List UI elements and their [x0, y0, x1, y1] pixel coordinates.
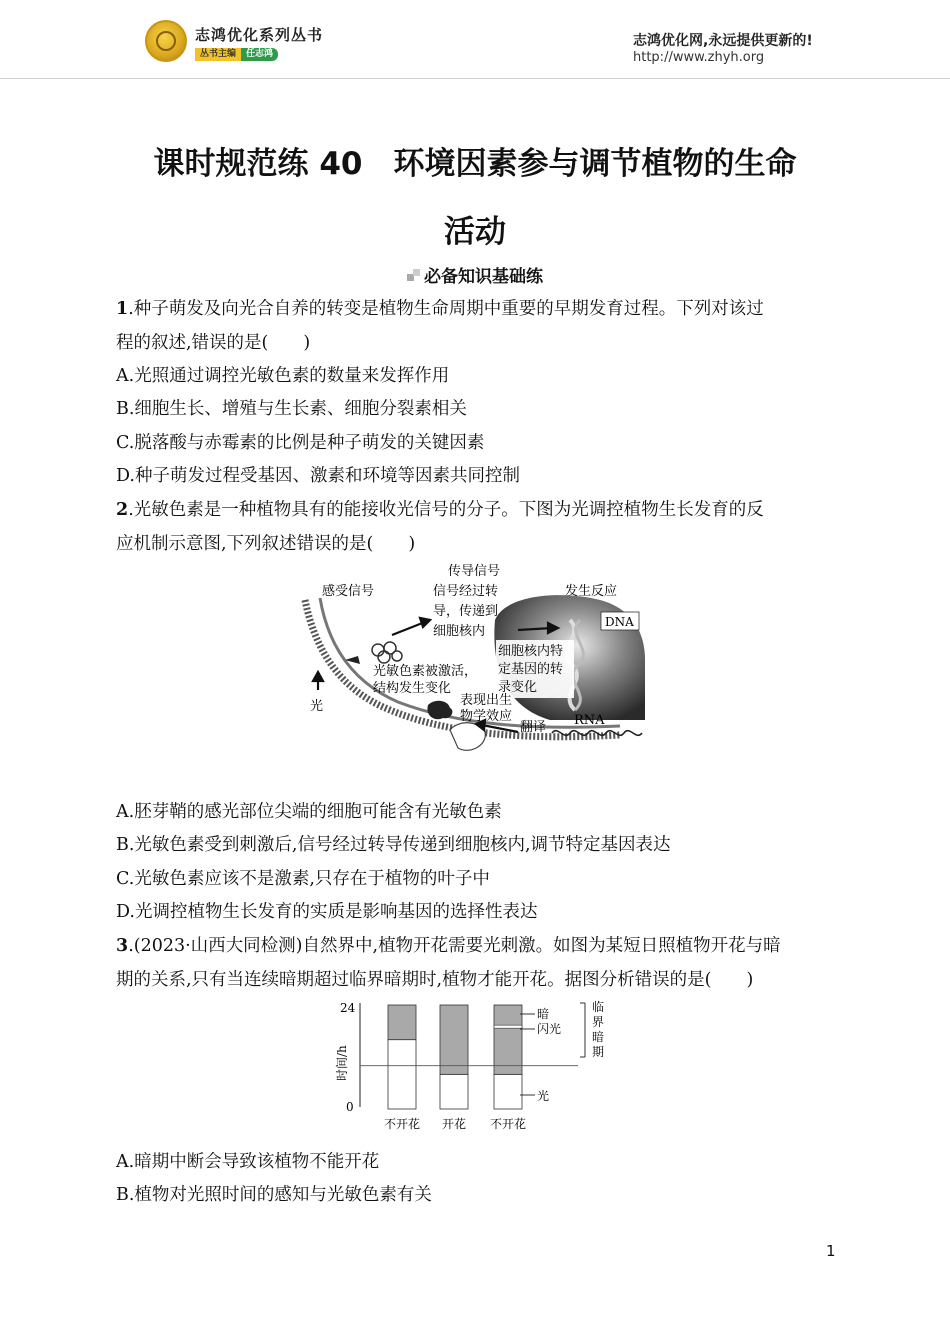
q1-stem-line2: 程的叙述,错误的是( ) [116, 333, 311, 353]
publisher-logo [145, 20, 187, 62]
x-label-2: 不开花 [489, 1117, 527, 1131]
q3-number: 3 [116, 936, 129, 956]
q2-option-a: A.胚芽鞘的感光部位尖端的细胞可能含有光敏色素 [116, 802, 502, 822]
q3-option-b: B.植物对光照时间的感知与光敏色素有关 [116, 1185, 432, 1205]
q2-stem-line1: .光敏色素是一种植物具有的能接收光信号的分子。下图为光调控植物生长发育的反 [128, 500, 764, 520]
y-tick-0: 0 [346, 1100, 354, 1114]
q2-option-c: C.光敏色素应该不是激素,只存在于植物的叶子中 [116, 869, 490, 889]
label-transduce-1: 传导信号 [448, 564, 501, 579]
q2-stem [116, 499, 764, 521]
slogan: 志鸿优化网,永远提供更新的! [633, 33, 813, 49]
label-respond: 发生反应 [565, 584, 618, 599]
q3-option-a: A.暗期中断会导致该植物不能开花 [116, 1152, 380, 1172]
photoperiod-chart [330, 995, 630, 1137]
label-transduce-2: 信号经过转 [433, 584, 499, 599]
signal-pathway-diagram [300, 560, 650, 770]
x-label-0: 不开花 [383, 1117, 421, 1131]
section-label: 必备知识基础练 [424, 267, 543, 287]
critical-dark-1: 临 [592, 1000, 605, 1014]
legend-flash: 闪光 [537, 1022, 562, 1036]
legend-dark: 暗 [537, 1007, 550, 1021]
q3-stem-line1: .(2023·山西大同检测)自然界中,植物开花需要光刺激。如图为某短日照植物开花与暗 [128, 936, 781, 956]
bar-light-2 [494, 1074, 522, 1109]
critical-dark-4: 期 [592, 1045, 605, 1059]
q3-stem-line2: 期的关系,只有当连续暗期超过临界暗期时,植物才能开花。据图分析错误的是( ) [116, 970, 754, 990]
label-translate: 翻译 [520, 720, 547, 735]
label-effect-1: 表现出生 [460, 693, 513, 708]
editor-label: 丛书主编 [195, 48, 241, 61]
label-rna: RNA [574, 713, 605, 728]
q1-option-d: D.种子萌发过程受基因、激素和环境等因素共同控制 [116, 466, 520, 486]
phytochrome-icon [372, 642, 402, 663]
label-transduce-4: 细胞核内 [433, 624, 486, 639]
y-tick-24: 24 [340, 1001, 356, 1015]
label-light: 光 [310, 699, 324, 714]
section-marker-icon [407, 269, 421, 283]
critical-dark-3: 暗 [592, 1030, 605, 1044]
x-label-1: 开花 [441, 1117, 467, 1131]
bar-light-0 [388, 1040, 416, 1109]
section-heading [0, 262, 950, 287]
label-nucleus-2: 定基因的转 [498, 662, 564, 677]
bar-dark-1 [440, 1005, 468, 1074]
label-activated-2: 结构发生变化 [373, 681, 452, 696]
page-title-line1: 课时规范练 40 环境因素参与调节植物的生命 [153, 146, 797, 182]
bar-dark-2 [494, 1005, 522, 1074]
flash-interrupt-mark [494, 1025, 522, 1028]
editor-name: 任志鸿 [241, 48, 278, 61]
page-number: 1 [826, 1242, 836, 1260]
page-header [0, 0, 950, 80]
arrow-transduce [392, 622, 425, 635]
q1-number: 1 [116, 299, 129, 319]
page-title-line2: 活动 [444, 214, 506, 250]
q3-stem [116, 935, 781, 957]
label-transduce-3: 导，传递到 [433, 604, 499, 619]
label-sense: 感受信号 [322, 584, 375, 599]
brand-subtitle [195, 48, 278, 61]
label-activated-1: 光敏色素被激活， [373, 664, 478, 679]
label-effect-2: 物学效应 [460, 709, 513, 724]
label-nucleus-3: 录变化 [498, 680, 538, 695]
q1-stem [116, 298, 764, 320]
header-divider [0, 78, 950, 79]
rna-strand [552, 731, 642, 736]
q1-option-b: B.细胞生长、增殖与生长素、细胞分裂素相关 [116, 399, 467, 419]
q1-stem-line1: .种子萌发及向光合自养的转变是植物生命周期中重要的早期发育过程。下列对该过 [128, 299, 764, 319]
dna-label: DNA [605, 615, 634, 629]
q2-number: 2 [116, 500, 129, 520]
label-nucleus-1: 细胞核内特 [498, 644, 564, 659]
site-url[interactable]: http://www.zhyh.org [633, 50, 765, 65]
q2-stem-line2: 应机制示意图,下列叙述错误的是( ) [116, 534, 416, 554]
brand-name: 志鸿优化系列丛书 [195, 26, 324, 44]
critical-dark-2: 界 [592, 1015, 605, 1029]
protein-icon [427, 701, 452, 720]
q1-option-c: C.脱落酸与赤霉素的比例是种子萌发的关键因素 [116, 433, 485, 453]
legend-light: 光 [537, 1089, 550, 1103]
q2-option-d: D.光调控植物生长发育的实质是影响基因的选择性表达 [116, 902, 538, 922]
q2-option-b: B.光敏色素受到刺激后,信号经过转导传递到细胞核内,调节特定基因表达 [116, 835, 671, 855]
bar-dark-0 [388, 1005, 416, 1040]
bar-light-1 [440, 1074, 468, 1109]
q1-option-a: A.光照通过调控光敏色素的数量来发挥作用 [116, 366, 450, 386]
y-axis-label: 时间/h [335, 1045, 349, 1081]
